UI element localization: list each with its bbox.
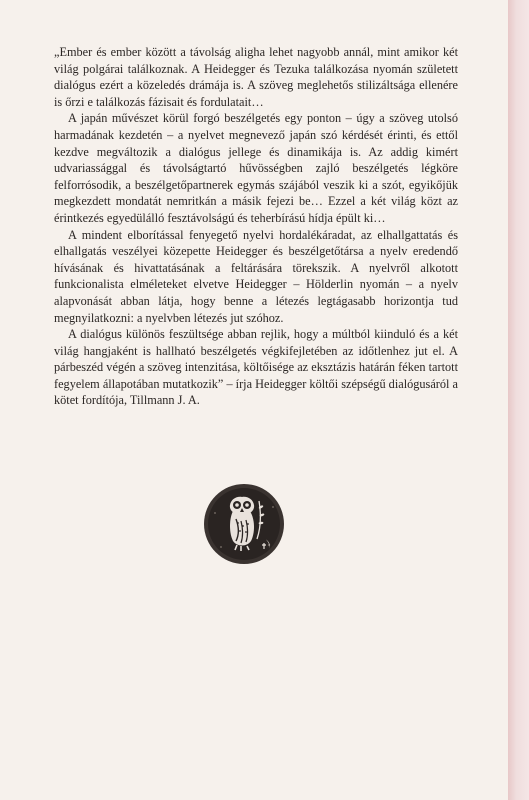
paragraph-3: A mindent elborítással fenyegető nyelvi hordalékáradat, az elhallgattatás és elhallgatás veszélyei közepette Heidegger és beszélgetőtársa a nyelv eredendő hívásának és hivattatásának a feltárására törekszik. A nyelvről alkotott funkcionalista elméleteket elvetve Heidegger – Hölderlin nyomán – a nyelv alapvonását abban látja, hogy benne a létezés legtágasabb horizontja tud megnyilatkozni: a nyelvben létezés jut szóhoz.: [54, 227, 458, 325]
page-edge: [508, 0, 529, 800]
paragraph-4: A dialógus különös feszültsége abban rejlik, hogy a múltból kiinduló és a két világ hangjaként is hallható beszélgetés végkifejletében az időtlenhez jut el. A párbeszéd végén a szöveg intenzitása, költőisége az eksztázis határán féken tartott fegyelem állapotában mutatkozik” – írja Heidegger költői szépségű dialógusáról a kötet fordítója, Tillmann J. A.: [54, 327, 458, 408]
paragraph-1: „Ember és ember között a távolság aligha lehet nagyobb annál, mint amikor két világ polgárai találkoznak. A Heidegger és Tezuka találkozása nyomán született dialógus ezért a közeledés drámája is. A szöveg meglehetős stilizáltsága ellenére is őrzi e találkozás fázisait és fordulatait…: [54, 45, 458, 109]
paragraph-2: A japán művészet körül forgó beszélgetés egy ponton – úgy a szöveg utolsó harmadának kezdetén – a nyelvet megnevező japán szó kérdését érinti, és ettől kezdve megváltozik a dialógus jellege és dinamikája is. Az addig kimért udvariassággal és távolságtartó hűvösségben zajló beszélgetés légköre felforrósodik, a beszélgetőpartnerek egymás szájából veszik ki a szót, egyikőjük megkezdett mondatát nemritkán a másik fejezi be… Ezzel a két világ közt az érintkezés egyedülálló fesztávolságú és teherbírású hídja épült ki…: [54, 111, 458, 225]
owl-coin-icon: [203, 483, 285, 565]
blurb-text: [54, 44, 458, 409]
